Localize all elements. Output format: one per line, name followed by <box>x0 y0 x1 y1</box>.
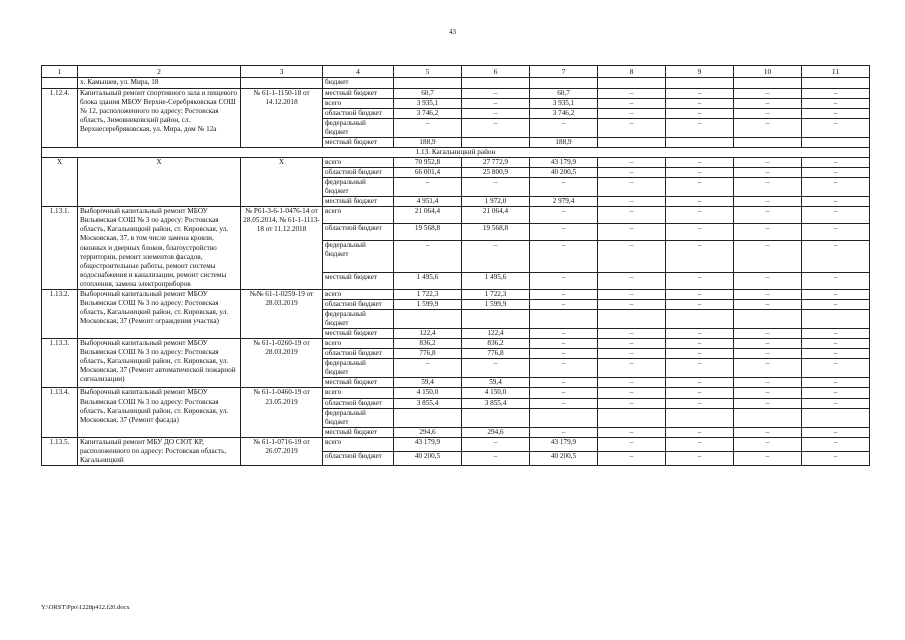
amount-cell: – <box>598 157 666 167</box>
amount-cell <box>802 408 870 427</box>
amount-cell <box>394 408 462 427</box>
budget-source-cell: областной бюджет <box>323 299 394 309</box>
item-description-cell: х. Камышев, ул. Мира, 18 <box>78 78 241 88</box>
budget-source-cell: местный бюджет <box>323 197 394 207</box>
amount-cell: 2 979,4 <box>530 197 598 207</box>
amount-cell: – <box>734 378 802 388</box>
page-number: 43 <box>449 28 456 36</box>
amount-cell: – <box>734 118 802 137</box>
amount-cell: – <box>598 437 666 451</box>
column-header: 11 <box>802 66 870 78</box>
amount-cell: 40 200,5 <box>530 168 598 178</box>
amount-cell: – <box>666 349 734 359</box>
amount-cell: – <box>734 398 802 408</box>
amount-cell: – <box>734 168 802 178</box>
amount-cell: – <box>666 88 734 98</box>
amount-cell: – <box>598 398 666 408</box>
item-description-cell: Выборочный капитальный ремонт МБОУ Вильямская СОШ № 3 по адресу: Ростовская область, Кагальницкий район, ст. Кировская, ул. Московская, 37 (Ремонт ограждения участка) <box>78 289 241 338</box>
amount-cell: – <box>598 207 666 224</box>
amount-cell: – <box>802 289 870 299</box>
amount-cell <box>734 78 802 88</box>
amount-cell: – <box>734 289 802 299</box>
budget-source-cell: местный бюджет <box>323 427 394 437</box>
amount-cell: – <box>802 157 870 167</box>
amount-cell <box>734 408 802 427</box>
table-row <box>42 388 870 398</box>
amount-cell: 1 972,0 <box>462 197 530 207</box>
item-number-cell: 1.13.1. <box>42 207 78 290</box>
amount-cell: – <box>734 329 802 339</box>
amount-cell: 25 800,9 <box>462 168 530 178</box>
column-header: 3 <box>241 66 323 78</box>
amount-cell: 19 568,8 <box>462 224 530 241</box>
table-row <box>42 207 870 224</box>
amount-cell: – <box>598 359 666 378</box>
amount-cell: – <box>666 178 734 197</box>
amount-cell: 294,6 <box>394 427 462 437</box>
amount-cell <box>462 78 530 88</box>
amount-cell: – <box>734 178 802 197</box>
amount-cell: – <box>802 437 870 451</box>
amount-cell: – <box>394 359 462 378</box>
amount-cell: – <box>598 240 666 272</box>
amount-cell: – <box>598 289 666 299</box>
budget-source-cell: местный бюджет <box>323 329 394 339</box>
amount-cell: 122,4 <box>462 329 530 339</box>
amount-cell: 188,9 <box>530 137 598 147</box>
column-header: 2 <box>78 66 241 78</box>
amount-cell <box>802 309 870 328</box>
item-document-cell: Х <box>241 157 323 206</box>
amount-cell: – <box>530 329 598 339</box>
table-row <box>42 157 870 167</box>
amount-cell: – <box>598 168 666 178</box>
amount-cell: – <box>802 378 870 388</box>
budget-source-cell: федеральный бюджет <box>323 309 394 328</box>
amount-cell: – <box>530 240 598 272</box>
amount-cell: – <box>666 388 734 398</box>
amount-cell: – <box>598 178 666 197</box>
amount-cell: – <box>734 427 802 437</box>
amount-cell: – <box>598 299 666 309</box>
amount-cell: – <box>734 108 802 118</box>
amount-cell: 294,6 <box>462 427 530 437</box>
amount-cell: – <box>666 168 734 178</box>
amount-cell: – <box>666 437 734 451</box>
document-path: Y:\ORST\Ppo\1228p412.f20.docx <box>41 604 130 611</box>
amount-cell: 60,7 <box>394 88 462 98</box>
item-document-cell <box>241 78 323 88</box>
column-header-row <box>42 66 870 78</box>
budget-source-cell: местный бюджет <box>323 378 394 388</box>
amount-cell: – <box>530 224 598 241</box>
amount-cell: 60,7 <box>530 88 598 98</box>
item-document-cell: № 61-1-0460-19 от 23.05.2019 <box>241 388 323 437</box>
amount-cell: – <box>734 388 802 398</box>
amount-cell: 776,8 <box>462 349 530 359</box>
amount-cell <box>462 137 530 147</box>
amount-cell: – <box>530 118 598 137</box>
amount-cell: – <box>530 339 598 349</box>
amount-cell: – <box>462 451 530 465</box>
amount-cell: 1 495,6 <box>394 272 462 289</box>
item-document-cell: № 61-1-0716-19 от 26.07.2019 <box>241 437 323 465</box>
amount-cell: – <box>802 299 870 309</box>
amount-cell: – <box>462 108 530 118</box>
budget-source-cell: местный бюджет <box>323 272 394 289</box>
amount-cell: – <box>666 339 734 349</box>
amount-cell: – <box>802 329 870 339</box>
amount-cell: – <box>802 388 870 398</box>
amount-cell: – <box>530 299 598 309</box>
amount-cell: – <box>598 378 666 388</box>
budget-source-cell: федеральный бюджет <box>323 240 394 272</box>
budget-source-cell: местный бюджет <box>323 137 394 147</box>
amount-cell <box>734 137 802 147</box>
amount-cell: – <box>734 98 802 108</box>
amount-cell: – <box>734 451 802 465</box>
amount-cell <box>394 78 462 88</box>
amount-cell: – <box>598 108 666 118</box>
amount-cell <box>802 137 870 147</box>
amount-cell: – <box>666 427 734 437</box>
budget-source-cell: областной бюджет <box>323 108 394 118</box>
budget-source-cell: областной бюджет <box>323 224 394 241</box>
amount-cell: 1 599,9 <box>462 299 530 309</box>
amount-cell <box>462 408 530 427</box>
amount-cell <box>530 309 598 328</box>
amount-cell <box>598 137 666 147</box>
item-number-cell: 1.12.4. <box>42 88 78 147</box>
amount-cell: – <box>530 398 598 408</box>
amount-cell: – <box>802 427 870 437</box>
amount-cell: – <box>666 108 734 118</box>
table-row <box>42 88 870 98</box>
amount-cell: – <box>462 240 530 272</box>
table-row <box>42 339 870 349</box>
amount-cell: – <box>598 224 666 241</box>
budget-table <box>41 65 870 466</box>
amount-cell: – <box>394 178 462 197</box>
amount-cell: – <box>802 224 870 241</box>
amount-cell: 122,4 <box>394 329 462 339</box>
item-number-cell: 1.13.2. <box>42 289 78 338</box>
amount-cell: 836,2 <box>462 339 530 349</box>
item-description-cell: Выборочный капитальный ремонт МБОУ Вильямская СОШ № 3 по адресу: Ростовская область, Кагальницкий район, ст. Кировская, ул. Московская, 37 (Ремонт автоматической пожарной сигнализации) <box>78 339 241 388</box>
table-row <box>42 437 870 451</box>
column-header: 10 <box>734 66 802 78</box>
amount-cell <box>666 78 734 88</box>
item-document-cell: № Р61-3-6-1-0476-14 от 28.05.2014, № 61-1-1113-18 от 11.12.2018 <box>241 207 323 290</box>
item-description-cell: Капитальный ремонт спортивного зала и пищевого блока здания МБОУ Верхне-Серебряковская СОШ № 12, расположенного по адресу: Ростовская область, Зимовниковский район, сл. Верхнесеребряковская, ул. Мира, дом № 12а <box>78 88 241 147</box>
amount-cell: – <box>666 118 734 137</box>
amount-cell: – <box>802 168 870 178</box>
section-title: 1.13. Кагальницкий район <box>42 147 870 157</box>
budget-source-cell: всего <box>323 98 394 108</box>
amount-cell: – <box>666 272 734 289</box>
table-row <box>42 289 870 299</box>
column-header: 1 <box>42 66 78 78</box>
amount-cell: – <box>802 451 870 465</box>
budget-source-cell: всего <box>323 339 394 349</box>
item-document-cell: № 61-1-0260-19 от 28.03.2019 <box>241 339 323 388</box>
budget-source-cell: всего <box>323 157 394 167</box>
amount-cell: – <box>734 339 802 349</box>
amount-cell: – <box>802 398 870 408</box>
amount-cell: – <box>530 289 598 299</box>
amount-cell: – <box>530 272 598 289</box>
amount-cell: – <box>530 178 598 197</box>
amount-cell: 43 179,9 <box>394 437 462 451</box>
amount-cell: 1 495,6 <box>462 272 530 289</box>
amount-cell: 3 935,1 <box>394 98 462 108</box>
item-description-cell: Капитальный ремонт МБУ ДО СЮТ КР, расположенного по адресу: Ростовская область, Кагальницкий <box>78 437 241 465</box>
budget-source-cell: всего <box>323 207 394 224</box>
amount-cell: 40 200,5 <box>394 451 462 465</box>
amount-cell: – <box>666 378 734 388</box>
amount-cell: 21 064,4 <box>462 207 530 224</box>
amount-cell: – <box>598 427 666 437</box>
amount-cell: – <box>530 359 598 378</box>
amount-cell: 1 722,3 <box>394 289 462 299</box>
amount-cell: – <box>530 349 598 359</box>
amount-cell: 3 855,4 <box>462 398 530 408</box>
amount-cell: 188,9 <box>394 137 462 147</box>
amount-cell: – <box>734 157 802 167</box>
amount-cell <box>394 309 462 328</box>
amount-cell: – <box>666 157 734 167</box>
amount-cell: 4 951,4 <box>394 197 462 207</box>
amount-cell: – <box>598 197 666 207</box>
amount-cell: – <box>462 98 530 108</box>
amount-cell: 3 855,4 <box>394 398 462 408</box>
amount-cell: – <box>734 359 802 378</box>
amount-cell: – <box>462 437 530 451</box>
amount-cell: – <box>802 339 870 349</box>
amount-cell: – <box>666 398 734 408</box>
amount-cell <box>530 78 598 88</box>
amount-cell: – <box>530 378 598 388</box>
budget-source-cell: федеральный бюджет <box>323 178 394 197</box>
amount-cell: 1 722,3 <box>462 289 530 299</box>
column-header: 6 <box>462 66 530 78</box>
column-header: 4 <box>323 66 394 78</box>
item-document-cell: №№ 61-1-0259-19 от 28.03.2019 <box>241 289 323 338</box>
amount-cell: – <box>394 118 462 137</box>
budget-source-cell: федеральный бюджет <box>323 359 394 378</box>
column-header: 9 <box>666 66 734 78</box>
amount-cell: 1 599,9 <box>394 299 462 309</box>
amount-cell: 43 179,9 <box>530 157 598 167</box>
column-header: 7 <box>530 66 598 78</box>
item-number-cell: 1.13.5. <box>42 437 78 465</box>
amount-cell <box>666 408 734 427</box>
amount-cell: – <box>802 108 870 118</box>
amount-cell: – <box>666 98 734 108</box>
amount-cell: – <box>598 272 666 289</box>
amount-cell: 59,4 <box>394 378 462 388</box>
amount-cell: – <box>666 451 734 465</box>
amount-cell: – <box>462 178 530 197</box>
item-number-cell <box>42 78 78 88</box>
amount-cell: – <box>598 339 666 349</box>
amount-cell: 66 001,4 <box>394 168 462 178</box>
amount-cell: – <box>666 329 734 339</box>
item-number-cell: Х <box>42 157 78 206</box>
amount-cell: – <box>598 349 666 359</box>
amount-cell: 836,2 <box>394 339 462 349</box>
amount-cell: – <box>666 289 734 299</box>
amount-cell: 4 150,0 <box>462 388 530 398</box>
budget-source-cell: всего <box>323 289 394 299</box>
item-description-cell: Х <box>78 157 241 206</box>
amount-cell: 3 746,2 <box>530 108 598 118</box>
amount-cell: 43 179,9 <box>530 437 598 451</box>
amount-cell: – <box>462 359 530 378</box>
budget-source-cell: всего <box>323 437 394 451</box>
amount-cell: – <box>462 118 530 137</box>
amount-cell: – <box>666 197 734 207</box>
amount-cell: – <box>734 240 802 272</box>
amount-cell: 3 935,1 <box>530 98 598 108</box>
budget-source-cell: федеральный бюджет <box>323 408 394 427</box>
amount-cell: – <box>734 224 802 241</box>
amount-cell: – <box>394 240 462 272</box>
amount-cell <box>598 78 666 88</box>
amount-cell: – <box>666 240 734 272</box>
amount-cell <box>598 408 666 427</box>
budget-source-cell: областной бюджет <box>323 168 394 178</box>
amount-cell: 70 952,8 <box>394 157 462 167</box>
item-document-cell: № 61-1-1150-18 от 14.12.2018 <box>241 88 323 147</box>
amount-cell: – <box>802 207 870 224</box>
amount-cell: – <box>598 118 666 137</box>
table-row <box>42 78 870 88</box>
amount-cell: – <box>598 388 666 398</box>
amount-cell: 40 200,5 <box>530 451 598 465</box>
amount-cell <box>666 309 734 328</box>
amount-cell: – <box>734 88 802 98</box>
budget-source-cell: федеральный бюджет <box>323 118 394 137</box>
amount-cell <box>462 309 530 328</box>
amount-cell: 59,4 <box>462 378 530 388</box>
amount-cell: – <box>530 388 598 398</box>
amount-cell: – <box>462 88 530 98</box>
amount-cell: – <box>734 299 802 309</box>
amount-cell <box>530 408 598 427</box>
amount-cell: – <box>802 178 870 197</box>
amount-cell: 19 568,8 <box>394 224 462 241</box>
amount-cell: – <box>802 349 870 359</box>
item-description-cell: Выборочный капитальный ремонт МБОУ Вильямская СОШ № 3 по адресу: Ростовская область, Кагальницкий район, ст. Кировская, ул. Московская, 37 (Ремонт фасада) <box>78 388 241 437</box>
amount-cell: 21 064,4 <box>394 207 462 224</box>
amount-cell: – <box>734 272 802 289</box>
budget-source-cell: всего <box>323 388 394 398</box>
amount-cell <box>666 137 734 147</box>
amount-cell: – <box>802 197 870 207</box>
amount-cell: – <box>734 349 802 359</box>
amount-cell: – <box>802 118 870 137</box>
section-row <box>42 147 870 157</box>
budget-source-cell: областной бюджет <box>323 398 394 408</box>
amount-cell: – <box>734 197 802 207</box>
amount-cell: 776,8 <box>394 349 462 359</box>
amount-cell: – <box>734 207 802 224</box>
column-header: 5 <box>394 66 462 78</box>
item-description-cell: Выборочный капитальный ремонт МБОУ Вильямская СОШ № 3 по адресу: Ростовская область, Кагальницкий район, ст. Кировская, ул. Московская, 37, в том числе замена кровли, оконных и дверных блоков, благоустройство территории, ремонт элементов фасадов, общестроительные работы, ремонт системы водоснабжения и канализации, ремонт системы отопления, замена электроприборов <box>78 207 241 290</box>
budget-source-cell: областной бюджет <box>323 451 394 465</box>
amount-cell: 4 150,0 <box>394 388 462 398</box>
amount-cell: – <box>802 98 870 108</box>
amount-cell: – <box>802 88 870 98</box>
amount-cell <box>598 309 666 328</box>
amount-cell: – <box>802 272 870 289</box>
amount-cell <box>734 309 802 328</box>
amount-cell: – <box>666 224 734 241</box>
amount-cell: 3 746,2 <box>394 108 462 118</box>
amount-cell: – <box>598 451 666 465</box>
amount-cell: – <box>802 359 870 378</box>
amount-cell: – <box>802 240 870 272</box>
budget-source-cell: бюджет <box>323 78 394 88</box>
amount-cell: – <box>530 207 598 224</box>
amount-cell: – <box>598 98 666 108</box>
amount-cell: – <box>530 427 598 437</box>
amount-cell: – <box>598 88 666 98</box>
amount-cell: 27 772,9 <box>462 157 530 167</box>
amount-cell <box>802 78 870 88</box>
item-number-cell: 1.13.3. <box>42 339 78 388</box>
amount-cell: – <box>666 207 734 224</box>
column-header: 8 <box>598 66 666 78</box>
amount-cell: – <box>734 437 802 451</box>
amount-cell: – <box>666 299 734 309</box>
item-number-cell: 1.13.4. <box>42 388 78 437</box>
budget-source-cell: областной бюджет <box>323 349 394 359</box>
amount-cell: – <box>598 329 666 339</box>
budget-source-cell: местный бюджет <box>323 88 394 98</box>
amount-cell: – <box>666 359 734 378</box>
